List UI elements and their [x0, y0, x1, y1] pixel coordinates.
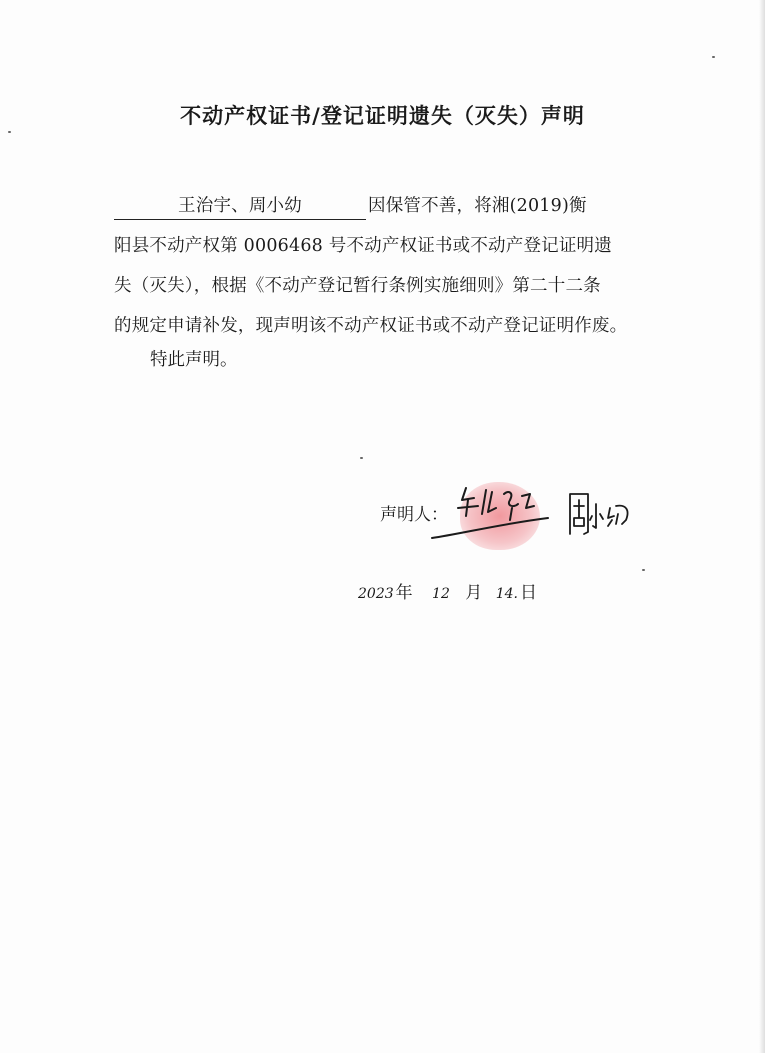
paragraph-line-1-text: 因保管不善，将湘(2019)衡 [368, 196, 587, 216]
owner-names: 王治宇、周小幼 [114, 193, 366, 220]
paragraph-line-2: 阳县不动产权第 0006468 号不动产权证书或不动产登记证明遗 [114, 236, 612, 256]
closing-statement: 特此声明。 [150, 350, 238, 370]
date-month-unit: 月 [465, 583, 483, 603]
handwritten-signature-1 [430, 478, 560, 548]
declaration-date [356, 578, 537, 603]
paragraph-line-4: 的规定申请补发，现声明该不动产权证书或不动产登记证明作废。 [114, 316, 628, 336]
paragraph-line-3: 失（灭失），根据《不动产登记暂行条例实施细则》第二十二条 [114, 276, 601, 296]
statement-paragraph [114, 186, 644, 346]
scan-speck [642, 569, 645, 571]
handwritten-signature-2 [566, 488, 638, 540]
date-day: 14. [495, 586, 518, 602]
scan-speck [360, 457, 363, 459]
scan-edge-shadow [759, 0, 765, 1053]
paragraph-line-1 [114, 186, 644, 226]
date-year: 2023 [358, 586, 394, 602]
declarant-label: 声明人： [380, 505, 448, 525]
date-month: 12 [432, 586, 450, 602]
scan-speck [712, 56, 715, 58]
date-day-unit: 日 [519, 583, 537, 603]
page-title: 不动产权证书/登记证明遗失（灭失）声明 [180, 104, 585, 128]
date-year-unit: 年 [395, 583, 413, 603]
scan-speck [8, 131, 11, 133]
